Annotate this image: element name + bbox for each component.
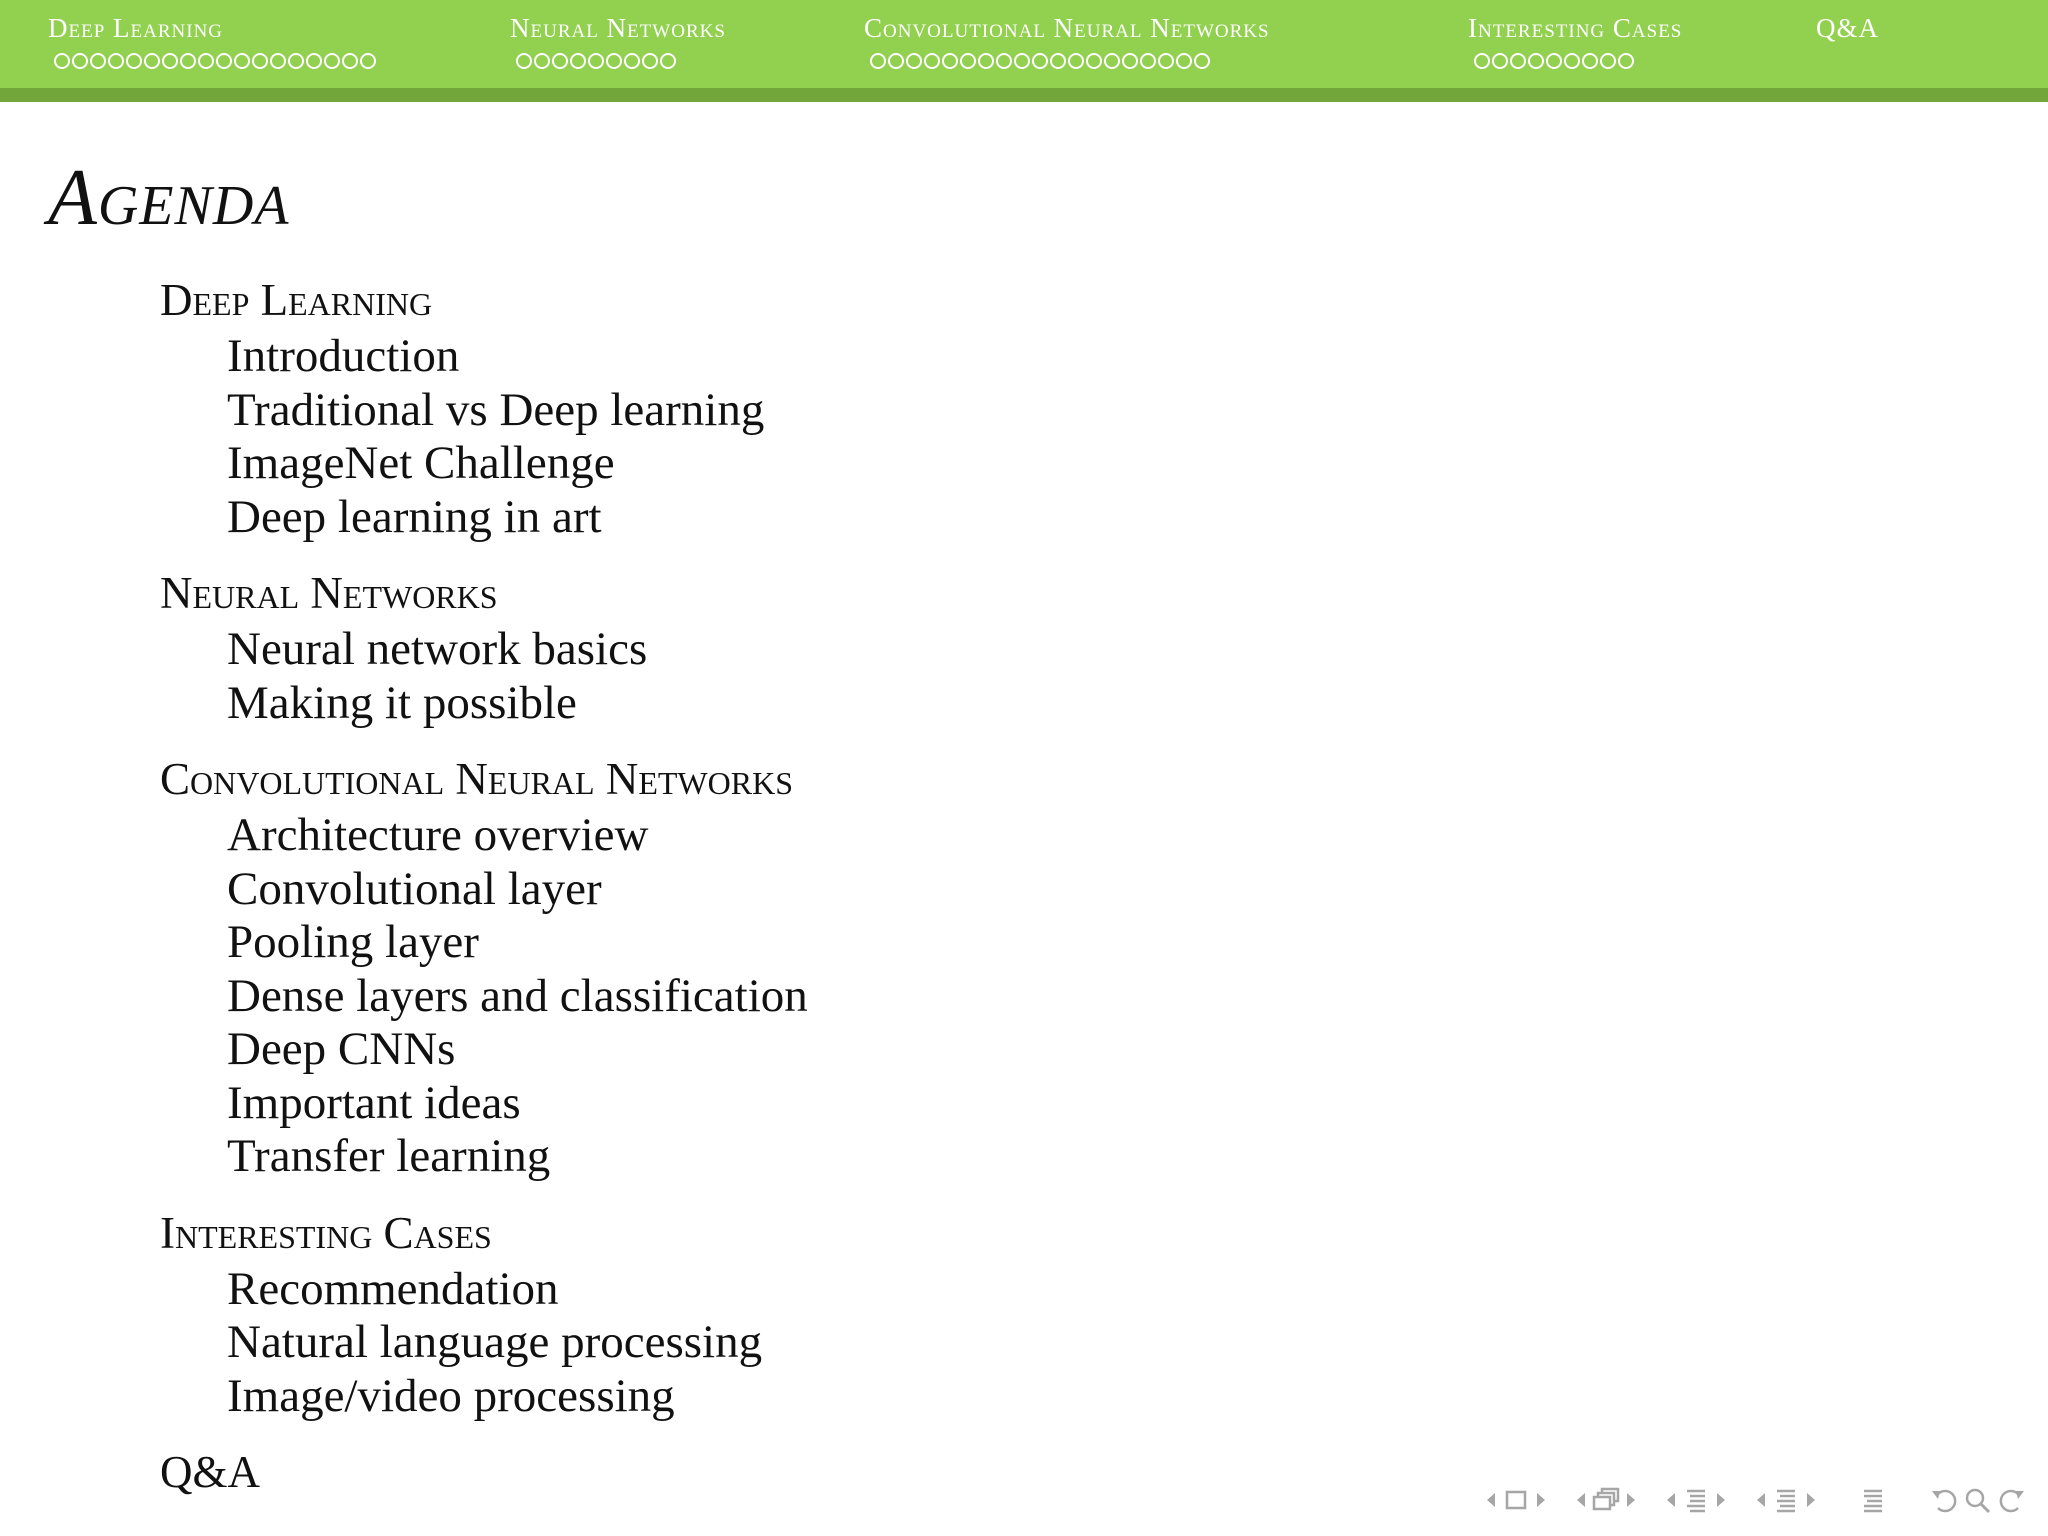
- nav-frame-dot[interactable]: [570, 53, 586, 69]
- frame-next-icon[interactable]: [1624, 1480, 1638, 1520]
- nav-frame-dot[interactable]: [1510, 53, 1526, 69]
- slide-prev-icon[interactable]: [1484, 1480, 1498, 1520]
- agenda-subsection-item[interactable]: Deep CNNs: [227, 1023, 456, 1075]
- agenda-section: [160, 1442, 808, 1502]
- nav-frame-dot[interactable]: [1050, 53, 1066, 69]
- nav-frame-dot[interactable]: [942, 53, 958, 69]
- nav-frame-dot[interactable]: [870, 53, 886, 69]
- nav-section-convolutional-neural-networks[interactable]: [864, 8, 1270, 71]
- agenda-subsection-item[interactable]: Recommendation: [227, 1262, 559, 1315]
- document-icon[interactable]: [1858, 1480, 1888, 1520]
- nav-frame-dot[interactable]: [1492, 53, 1508, 69]
- nav-section-title[interactable]: Q&A: [1816, 13, 1879, 43]
- subsection-next-icon[interactable]: [1714, 1480, 1728, 1520]
- agenda-subsection-item[interactable]: Dense layers and classification: [227, 969, 808, 1022]
- nav-frame-dot[interactable]: [360, 53, 376, 69]
- nav-section-title[interactable]: Interesting Cases: [1468, 13, 1683, 43]
- nav-frame-dot[interactable]: [960, 53, 976, 69]
- agenda-subsection-item[interactable]: Architecture overview: [227, 809, 649, 861]
- nav-frame-dot[interactable]: [1122, 53, 1138, 69]
- agenda-list: [160, 270, 808, 1521]
- agenda-section: [160, 563, 808, 730]
- nav-frame-dot[interactable]: [234, 53, 250, 69]
- nav-section-interesting-cases[interactable]: [1468, 8, 1682, 71]
- nav-frame-dots: [48, 51, 376, 71]
- nav-frame-dot[interactable]: [1564, 53, 1580, 69]
- nav-section-title[interactable]: Neural Networks: [510, 13, 726, 43]
- agenda-subsection-item[interactable]: Neural network basics: [227, 623, 648, 675]
- agenda-section: [160, 1203, 808, 1424]
- nav-frame-dot[interactable]: [1158, 53, 1174, 69]
- section-icon[interactable]: [1768, 1480, 1804, 1520]
- nav-frame-dot[interactable]: [1140, 53, 1156, 69]
- agenda-subsection-item[interactable]: Deep learning in art: [227, 490, 602, 543]
- subsection-icon[interactable]: [1678, 1480, 1714, 1520]
- nav-frame-dot[interactable]: [534, 53, 550, 69]
- slide-icon[interactable]: [1498, 1480, 1534, 1520]
- nav-frame-dot[interactable]: [252, 53, 268, 69]
- nav-frame-dot[interactable]: [144, 53, 160, 69]
- nav-frame-dot[interactable]: [1176, 53, 1192, 69]
- nav-frame-dot[interactable]: [198, 53, 214, 69]
- nav-frame-dot[interactable]: [924, 53, 940, 69]
- agenda-section-title[interactable]: Q&A: [160, 1447, 260, 1497]
- agenda-subsection-item[interactable]: Image/video processing: [227, 1369, 675, 1422]
- slide-next-icon[interactable]: [1534, 1480, 1548, 1520]
- nav-section-title[interactable]: Convolutional Neural Networks: [864, 13, 1270, 43]
- nav-section-neural-networks[interactable]: [510, 8, 726, 71]
- nav-frame-dot[interactable]: [180, 53, 196, 69]
- frame-title: Agenda: [48, 154, 290, 242]
- nav-frame-dot[interactable]: [1474, 53, 1490, 69]
- nav-frame-dot[interactable]: [642, 53, 658, 69]
- nav-section-title[interactable]: Deep Learning: [48, 13, 224, 43]
- nav-frame-dot[interactable]: [1600, 53, 1616, 69]
- nav-frame-dot[interactable]: [1618, 53, 1634, 69]
- nav-frame-dot[interactable]: [516, 53, 532, 69]
- nav-frame-dot[interactable]: [996, 53, 1012, 69]
- header-navigation-bar: [0, 0, 2048, 88]
- agenda-subsection-item[interactable]: Convolutional layer: [227, 862, 602, 915]
- nav-frame-dot[interactable]: [978, 53, 994, 69]
- back-icon[interactable]: [1928, 1480, 1962, 1520]
- frame-icon[interactable]: [1588, 1480, 1624, 1520]
- nav-frame-dots: [1468, 51, 1682, 71]
- agenda-section-title[interactable]: Deep Learning: [160, 275, 433, 325]
- frame-prev-icon[interactable]: [1574, 1480, 1588, 1520]
- nav-frame-dot[interactable]: [108, 53, 124, 69]
- nav-frame-dot[interactable]: [1528, 53, 1544, 69]
- nav-frame-dot[interactable]: [1068, 53, 1084, 69]
- agenda-section: [160, 270, 808, 544]
- nav-frame-dot[interactable]: [216, 53, 232, 69]
- nav-frame-dot[interactable]: [90, 53, 106, 69]
- header-shadow-bar: [0, 88, 2048, 102]
- nav-frame-dot[interactable]: [342, 53, 358, 69]
- nav-frame-dot[interactable]: [888, 53, 904, 69]
- subsection-prev-icon[interactable]: [1664, 1480, 1678, 1520]
- section-prev-icon[interactable]: [1754, 1480, 1768, 1520]
- nav-frame-dot[interactable]: [1014, 53, 1030, 69]
- section-next-icon[interactable]: [1804, 1480, 1818, 1520]
- nav-frame-dot[interactable]: [588, 53, 604, 69]
- agenda-subsection-item[interactable]: Transfer learning: [227, 1130, 551, 1182]
- agenda-subsection-item[interactable]: Making it possible: [227, 676, 577, 729]
- nav-frame-dot[interactable]: [624, 53, 640, 69]
- nav-frame-dot[interactable]: [1032, 53, 1048, 69]
- nav-frame-dot[interactable]: [126, 53, 142, 69]
- nav-frame-dot[interactable]: [54, 53, 70, 69]
- forward-icon[interactable]: [1994, 1480, 2028, 1520]
- agenda-subsection-item[interactable]: Introduction: [227, 330, 460, 382]
- nav-frame-dot[interactable]: [660, 53, 676, 69]
- nav-frame-dot[interactable]: [1546, 53, 1562, 69]
- nav-frame-dot[interactable]: [552, 53, 568, 69]
- agenda-section-title[interactable]: Convolutional Neural Networks: [160, 754, 793, 804]
- agenda-subsection-item[interactable]: Important ideas: [227, 1076, 521, 1129]
- nav-frame-dot[interactable]: [306, 53, 322, 69]
- nav-frame-dot[interactable]: [72, 53, 88, 69]
- beamer-navigation-symbols: [1484, 1480, 2028, 1520]
- agenda-subsection-item[interactable]: ImageNet Challenge: [227, 437, 615, 489]
- agenda-subsection-item[interactable]: Traditional vs Deep learning: [227, 383, 765, 436]
- agenda-section-title[interactable]: Neural Networks: [160, 568, 498, 618]
- nav-frame-dot[interactable]: [324, 53, 340, 69]
- agenda-subsection-item[interactable]: Natural language processing: [227, 1316, 763, 1368]
- search-icon[interactable]: [1962, 1480, 1994, 1520]
- agenda-section-title[interactable]: Interesting Cases: [160, 1207, 492, 1258]
- nav-section-qa[interactable]: [1816, 8, 1879, 48]
- nav-frame-dot[interactable]: [288, 53, 304, 69]
- nav-frame-dot[interactable]: [1086, 53, 1102, 69]
- nav-frame-dot[interactable]: [906, 53, 922, 69]
- nav-frame-dots: [510, 51, 726, 71]
- agenda-subsection-item[interactable]: Pooling layer: [227, 916, 479, 968]
- nav-frame-dots: [864, 51, 1270, 71]
- agenda-section: [160, 749, 808, 1184]
- nav-frame-dot[interactable]: [270, 53, 286, 69]
- nav-section-deep-learning[interactable]: [48, 8, 376, 71]
- nav-frame-dot[interactable]: [1582, 53, 1598, 69]
- nav-frame-dot[interactable]: [1104, 53, 1120, 69]
- nav-frame-dot[interactable]: [162, 53, 178, 69]
- nav-frame-dot[interactable]: [606, 53, 622, 69]
- nav-frame-dot[interactable]: [1194, 53, 1210, 69]
